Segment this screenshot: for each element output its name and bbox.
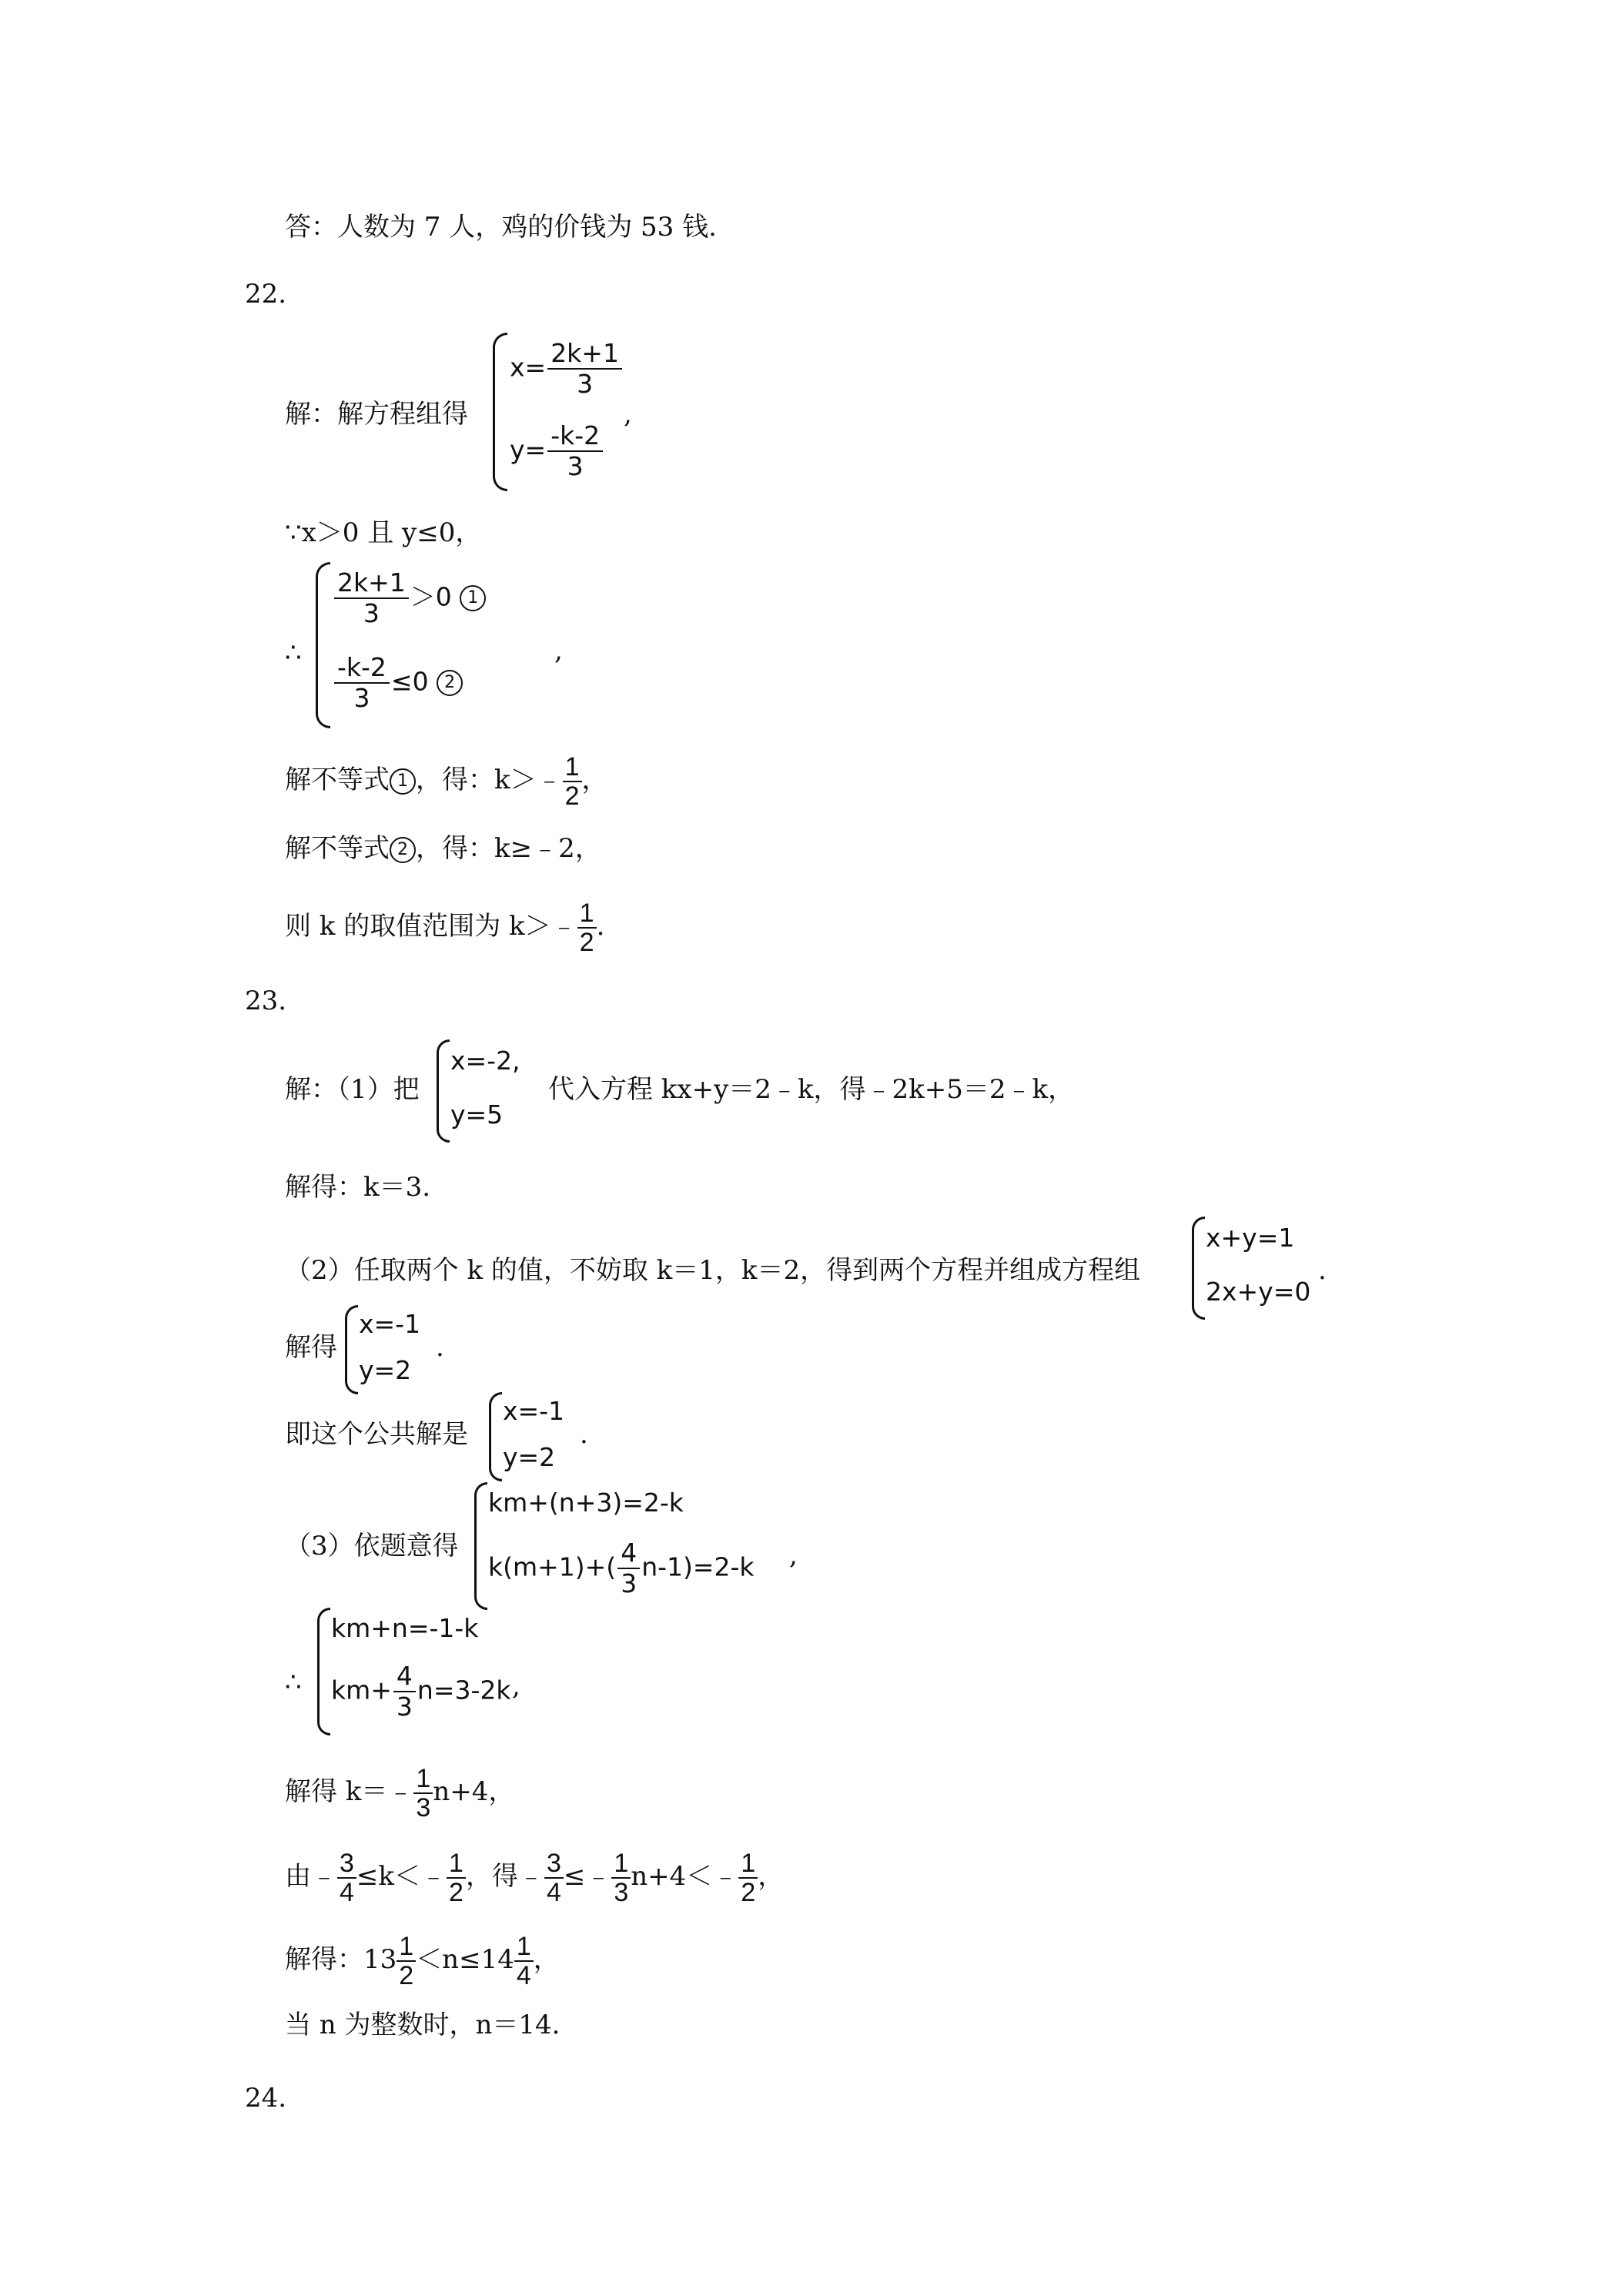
- q23-p3-therefore: ∴: [285, 1667, 302, 1698]
- q22-therefore: ∴: [285, 638, 302, 668]
- q23-p2-brace: [1192, 1217, 1205, 1320]
- q22-system-comma: ,: [624, 399, 632, 430]
- q23-p3-solve: 解得 k＝﹣ $\frac{1}{3}$ n+4，: [285, 1764, 515, 1822]
- q22-inequality-1: $\frac{2k+1}{3}$ ＞0 1: [333, 568, 486, 628]
- q23-p2-solve-y: y=2: [359, 1355, 412, 1385]
- q22-ineq-comma: ,: [554, 635, 563, 666]
- q23-p1-solve: 解得：k＝3.: [285, 1172, 431, 1203]
- q22-system-x: x= $\frac{2k+1}{3}$: [510, 339, 624, 399]
- circled-number-1: 1: [460, 585, 486, 611]
- q23-p3-t-brace: [317, 1608, 330, 1735]
- q22-range: 则 k 的取值范围为 k＞﹣ $\frac{1}{2}$ .: [285, 899, 605, 957]
- q23-p1-prefix: 解：（1）把: [285, 1074, 420, 1105]
- q23-result: 解得：13 $\frac{1}{2}$ ＜n≤14 $\frac{1}{4}$ ，: [285, 1932, 560, 1990]
- q23-p3-eq1: km+(n+3)=2-k: [488, 1488, 684, 1518]
- q23-p2-text: （2）任取两个 k 的值，不妨取 k＝1，k＝2，得到两个方程并组成方程组: [285, 1255, 1141, 1286]
- q23-p3-eq2: k(m+1)+( $\frac{4}{3}$ n-1)=2-k: [488, 1538, 755, 1598]
- q22-ineq-brace: [316, 562, 330, 728]
- q23-p3-brace: [474, 1482, 487, 1610]
- circled-number-2: 2: [437, 670, 463, 696]
- q23-p1-x: x=-2,: [450, 1046, 520, 1076]
- q21-answer: 答：人数为 7 人，鸡的价钱为 53 钱.: [285, 212, 717, 243]
- q23-p2-solve-brace: [345, 1305, 358, 1394]
- q23-p2-end: .: [1318, 1255, 1327, 1286]
- q22-inequality-2: $\frac{-k-2}{3}$ ≤0 2: [333, 653, 463, 713]
- q23-p3-prefix: （3）依题意得: [285, 1531, 459, 1561]
- q22-solution-prefix: 解：解方程组得: [285, 399, 468, 430]
- q23-p1-rest: 代入方程 kx+y＝2﹣k，得﹣2k+5＝2﹣k，: [548, 1074, 1075, 1105]
- q23-p2-common-dot: .: [580, 1419, 588, 1450]
- q24-number: 24.: [245, 2083, 287, 2114]
- q23-p2-solve-dot: .: [436, 1332, 444, 1363]
- q23-final: 当 n 为整数时，n＝14.: [285, 2010, 561, 2040]
- q23-p2-solve: 解得: [285, 1332, 337, 1363]
- q23-p2-eq2: 2x+y=0: [1206, 1277, 1311, 1307]
- q23-p3-t1: km+n=-1-k: [331, 1613, 479, 1643]
- q22-system-brace: [493, 333, 507, 491]
- q22-solve-1: 解不等式 1 ，得：k＞﹣ $\frac{1}{2}$ ，: [285, 752, 608, 811]
- q23-p1-brace: [437, 1039, 450, 1143]
- q23-p2-common-y: y=2: [503, 1442, 556, 1472]
- q23-p2-solve-x: x=-1: [359, 1309, 421, 1339]
- q23-number: 23.: [245, 986, 287, 1016]
- q22-number: 22.: [245, 279, 287, 310]
- q23-p2-common: 即这个公共解是: [285, 1419, 468, 1450]
- q22-system-y: y= $\frac{-k-2}{3}$: [510, 421, 604, 481]
- q23-from: 由﹣ $\frac{3}{4}$ ≤k＜﹣ $\frac{1}{2}$ ，得﹣ $\frac{3}{4}$ ≤﹣ $\frac{1}{3}$ n+4＜﹣ $\frac{1}{2}$ ，: [285, 1849, 785, 1907]
- q23-p2-eq1: x+y=1: [1206, 1223, 1295, 1253]
- q22-condition: ∵x＞0 且 y≤0，: [285, 517, 482, 548]
- q23-p2-common-brace: [489, 1392, 502, 1481]
- q23-p2-common-x: x=-1: [503, 1396, 565, 1426]
- q23-p3-t-comma: ,: [512, 1671, 520, 1702]
- q23-p3-comma: ,: [789, 1540, 798, 1571]
- q23-p1-y: y=5: [450, 1099, 504, 1130]
- q22-solve-2: 解不等式 2 ，得：k≥﹣2，: [285, 833, 601, 864]
- q23-p3-t2: km+ $\frac{4}{3}$ n=3-2k: [331, 1661, 511, 1722]
